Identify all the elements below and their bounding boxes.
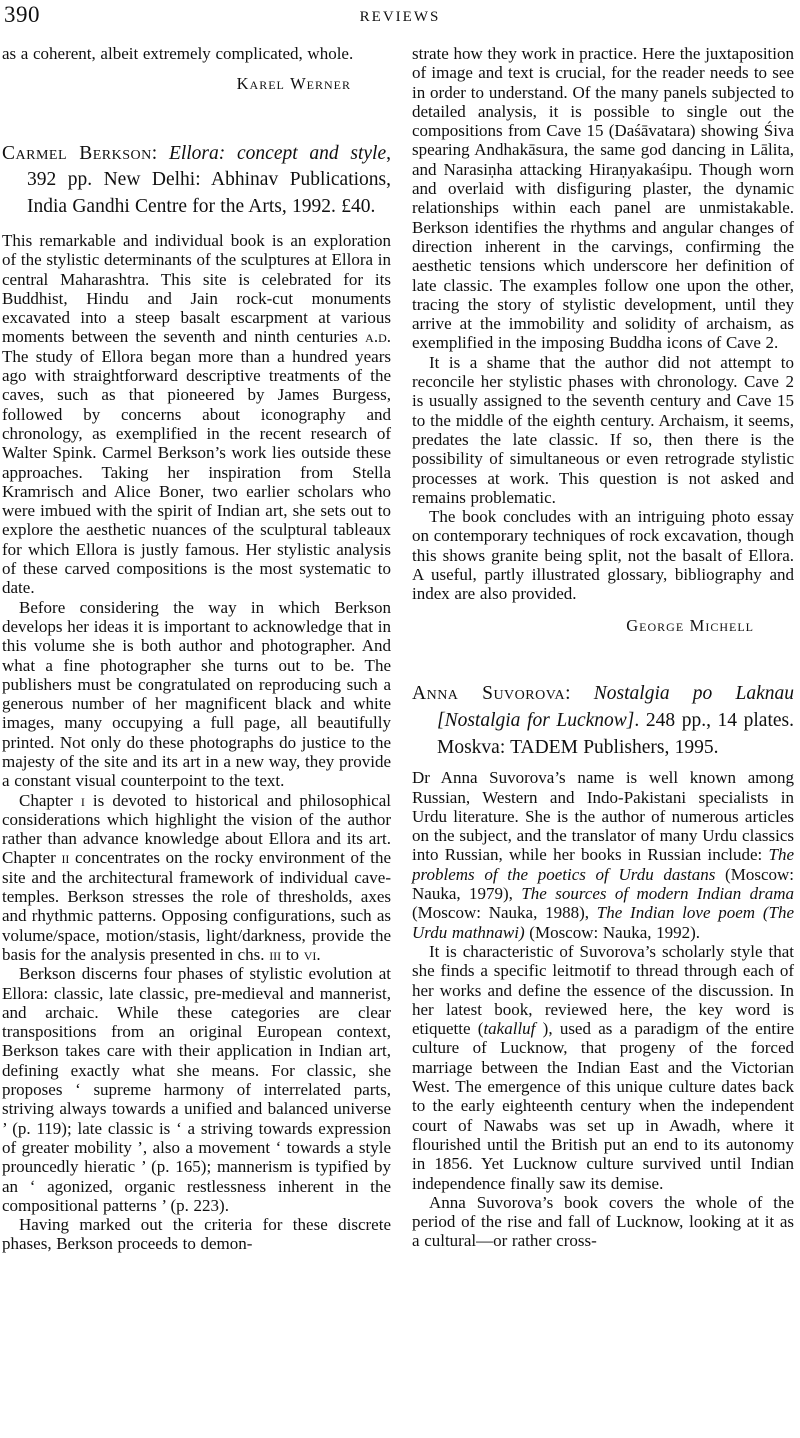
text-segment: (Moscow: Nauka, 1988), [412, 903, 597, 923]
review-paragraph [2, 598, 391, 791]
review-paragraph [412, 1193, 794, 1251]
text-segment: (Moscow: Nauka, 1992). [524, 922, 701, 942]
text-segment: : [565, 682, 594, 704]
text-segment: Chapter [19, 790, 81, 810]
text-segment: The Indian love poem (The Urdu mathnawi) [412, 903, 794, 942]
text-segment: i [80, 790, 85, 810]
text-segment: The sources of modern Indian drama [521, 884, 794, 904]
carryover-paragraph [2, 44, 391, 63]
book-heading-suvorova [412, 681, 794, 761]
review-paragraph [2, 791, 391, 965]
reviewer-signature-george-michell: George Michell [626, 615, 754, 635]
text-segment: to [281, 944, 304, 964]
reviewer-signature-karel-werner: Karel Werner [236, 74, 351, 94]
review-paragraph [412, 768, 794, 942]
text-segment: (Moscow: Nauka, 1979), [412, 864, 794, 904]
text-segment: It is a shame that the author did not attempt to reconcile her stylistic phases with chronology. Cave 2 is usually assigned to the seventh century and Cave 15 to the middle of the eighth century. Archaism, it seems, predates the late classic. If so, then there is the possibility of simultaneous or even retrograde stylistic processes at work. This question is not asked and remains problematic. [412, 352, 794, 507]
review-paragraph [2, 231, 391, 598]
text-segment: Nostalgia po Laknau [Nostalgia for Lucknow] [437, 682, 794, 731]
text-segment: Before considering the way in which Berkson develops her ideas it is important to acknowledge that in this volume she is both author and photographer. And what a fine photographer she turns out to be. The publishers must be congratulated on reproducing such a generous number of her magnificent black and white images, many occupying a full page, all beautifully printed. Not only do these photographs do justice to the majesty of the site and its art in a new way, they provide a constant visual counterpoint to the text. [2, 597, 391, 791]
text-segment: The book concludes with an intriguing photo essay on contemporary techniques of rock excavation, though this shows granite being split, not the basalt of Ellora. A useful, partly illustrated glossary, bibliography and index are also provided. [412, 507, 794, 604]
review-paragraph [2, 1215, 391, 1254]
text-segment: concentrates on the rocky environment of the site and the architectural framework of individual cave-temples. Berkson stresses the role of thresholds, axes and rhythmic patterns. Opposing configurations, such as volume/space, motion/stasis, light/darkness, provide the basis for the analysis presented in chs. [2, 848, 392, 964]
left-column [2, 44, 391, 1254]
review-paragraph [412, 353, 794, 507]
page-number: 390 [4, 2, 40, 27]
text-segment: is devoted to historical and philosophical considerations which highlight the vision of the author rather than advance knowledge about Ellora and its art. Chapter [2, 790, 391, 868]
text-segment: Having marked out the criteria for these discrete phases, Berkson proceeds to demon- [2, 1215, 391, 1254]
text-segment: Anna Suvorova [412, 682, 566, 704]
review-paragraph [412, 507, 794, 603]
text-segment: ), used as a paradigm of the entire culture of Lucknow, that progeny of the forced marriage between the Indian East and the Victorian West. The emergence of this unique culture dates back to the early eighteenth century when the independent court of Nawabs was set up in Awadh, where it flourished until the British put an end to its autonomy in 1856. Yet Lucknow culture survived until Indian independence finally saw its demise. [412, 1019, 795, 1193]
review-paragraph [412, 942, 794, 1193]
text-segment: Anna Suvorova’s book covers the whole of the period of the rise and fall of Lucknow, looking at it as a cultural—or rather cross- [412, 1192, 794, 1251]
running-head: REVIEWS [359, 9, 441, 25]
text-segment: vi [303, 944, 317, 964]
text-segment: The study of Ellora began more than a hundred years ago with straightforward descriptive treatments of the caves, such as that pioneered by James Burgess, followed by concerns about iconography and chronology, as exemplified in the recent research of Walter Spink. Carmel Berkson’s work lies outside these approaches. Taking her inspiration from Stella Kramrisch and Alice Boner, two earlier scholars who were imbued with the spirit of Indian art, she sets out to explore the aesthetic nuances of the sculptural tableaux for which Ellora is justly famous. Her stylistic analysis of these carved compositions is the most systematic to date. [2, 346, 391, 598]
text-segment: Carmel Berkson [2, 142, 152, 164]
text-segment: iii [269, 944, 282, 964]
text-segment: This remarkable and individual book is an exploration of the stylistic determinants of the sculptures at Ellora in central Maharashtra. This site is celebrated for its Buddhist, Hindu and Jain rock-cut monuments excavated into a steep basalt escarpment at various moments between the seventh and ninth centuries [2, 230, 391, 347]
text-segment: It is characteristic of Suvorova’s scholarly style that she finds a specific leitmotif to thread through each of her works and define the essence of the discussion. In her latest book, reviewed here, the key word is etiquette ( [412, 941, 794, 1039]
text-segment: strate how they work in practice. Here the juxtaposition of image and text is crucial, for the reader needs to see in order to understand. Of the many panels subjected to detailed analysis, it is possible to single out the compositions from Cave 15 (Daśāvatara) showing Śiva spearing Andhakāsura, the same god dancing in Lālita, and Narasiṇha attacking Hiraṇyakaśipu. Though worn and overlaid with disfiguring plaster, the dynamic relationships within each panel are unmistakable. Berkson identifies the rhythms and angular changes of direction inherent in the carvings, confirming the aesthetic tensions which underscore her definition of late classic. The examples follow one upon the other, tracing the story of stylistic development, until they arrive at the immobility and solidity of archaism, as exemplified in the imposing Buddha icons of Cave 2. [412, 44, 794, 353]
text-segment: : [151, 142, 169, 164]
text-segment: a.d. [365, 327, 391, 347]
text-segment: , 392 pp. New Delhi: Abhinav Publications, India Gandhi Centre for the Arts, 1992. £40. [27, 142, 391, 218]
text-segment: Ellora: concept and style [168, 142, 387, 164]
text-segment: . 248 pp., 14 plates. Moskva: TADEM Publishers, 1995. [437, 709, 794, 758]
text-segment: Dr Anna Suvorova’s name is well known among Russian, Western and Indo-Pakistani specialists in Urdu literature. She is the author of numerous articles on the subject, and the translator of many Urdu classics into Russian, while her books in Russian include: [412, 768, 794, 865]
text-segment: The problems of the poetics of Urdu dastans [412, 845, 794, 884]
review-paragraph-continued [412, 44, 794, 353]
review-paragraph [2, 964, 391, 1215]
book-heading-berkson [2, 141, 391, 221]
text-segment: ii [61, 848, 70, 868]
text-segment: as a coherent, albeit extremely complicated, whole. [2, 44, 354, 63]
text-segment: Berkson discerns four phases of stylistic evolution at Ellora: classic, late classic, pre-medieval and mannerist, and archaic. While these categories are clear transpositions from an original European context, Berkson takes care with their application in Indian art, defining exactly what she means. For classic, she proposes ‘ supreme harmony of interrelated parts, striving always towards a unified and balanced universe ’ (p. 119); late classic is ‘ a striving towards expression of greater mobility ’, also a movement ‘ towards a style prouncedly hieratic ’ (p. 165); mannerism is typified by an ‘ agonized, organic restlessness inherent in the compositional patterns ’ (p. 223). [2, 964, 391, 1215]
text-segment: takalluf [483, 1019, 536, 1039]
text-segment: . [316, 944, 321, 964]
right-column [412, 44, 794, 1251]
